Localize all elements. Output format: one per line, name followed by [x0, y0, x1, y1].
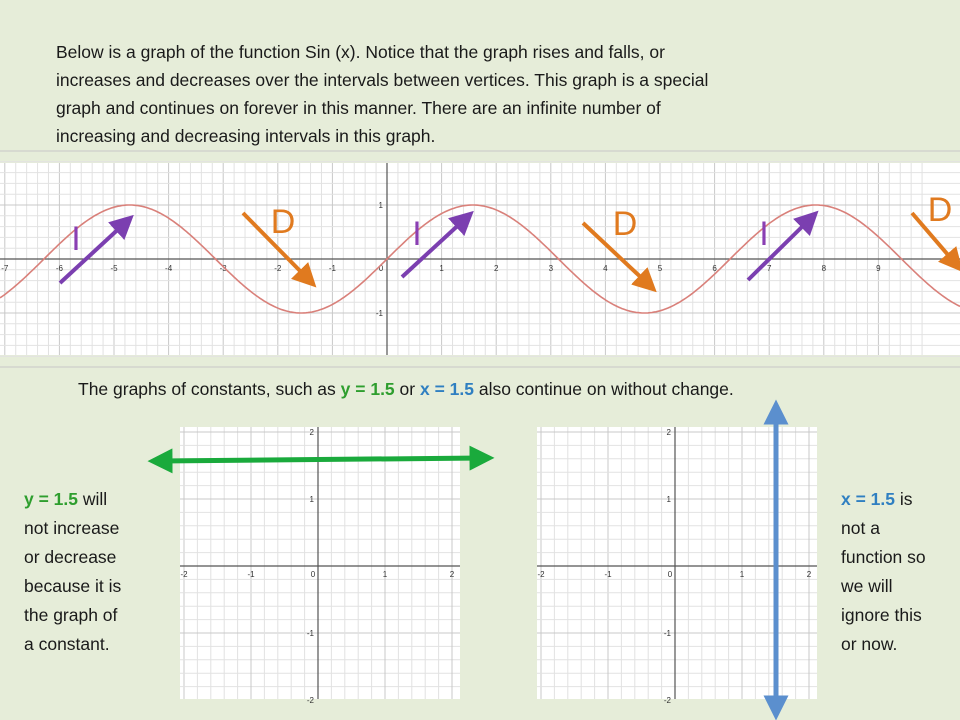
x-tick-label: 1 — [382, 570, 388, 579]
increasing-label: I — [759, 215, 769, 253]
intro-line: graph and continues on forever in this manner. There are an infinite number of — [56, 98, 661, 118]
x-tick-label: -5 — [110, 264, 118, 273]
x-tick-label: 8 — [821, 264, 827, 273]
x-tick-label: 2 — [449, 570, 455, 579]
graph-background — [537, 427, 817, 699]
left-note-line: or decrease — [24, 547, 117, 567]
x-equation: x = 1.5 — [419, 379, 474, 399]
y-tick-label: 1 — [666, 495, 671, 504]
left-note-equation: y = 1.5 — [24, 489, 79, 509]
intro-paragraph — [56, 38, 916, 150]
left-note-line: a constant. — [24, 634, 110, 654]
decreasing-label: D — [612, 205, 638, 243]
constant-x-graph — [537, 427, 817, 705]
y-equation: y = 1.5 — [340, 379, 395, 399]
x-tick-label: 2 — [493, 264, 499, 273]
x-tick-label: 0 — [310, 570, 316, 579]
x-tick-label: 0 — [378, 264, 384, 273]
right-note-line: or now. — [841, 634, 898, 654]
right-note-line: we will — [841, 576, 893, 596]
x-tick-label: -1 — [247, 570, 255, 579]
graph-background — [180, 427, 460, 699]
intro-line: increases and decreases over the intervals between vertices. This graph is a special — [56, 70, 709, 90]
left-note-line: not increase — [24, 518, 120, 538]
x-tick-label: -1 — [604, 570, 612, 579]
right-note-first: is — [895, 489, 913, 509]
x-tick-label: 7 — [766, 264, 772, 273]
x-tick-label: 5 — [657, 264, 663, 273]
y-tick-label: -1 — [375, 309, 383, 318]
x-tick-label: 9 — [876, 264, 881, 273]
x-tick-label: -6 — [55, 264, 63, 273]
left-note-line: because it is — [24, 576, 122, 596]
right-note-line: ignore this — [841, 605, 922, 625]
x-tick-label: 3 — [548, 264, 554, 273]
increasing-label: I — [71, 220, 81, 258]
x-tick-label: -1 — [328, 264, 336, 273]
y-tick-label: -2 — [306, 696, 314, 705]
x-tick-label: 1 — [439, 264, 444, 273]
constant-y-graph — [180, 427, 460, 705]
x-tick-label: -2 — [537, 570, 545, 579]
y-tick-label: -1 — [663, 629, 671, 638]
x-tick-label: 6 — [712, 264, 717, 273]
x-tick-label: 2 — [806, 570, 812, 579]
intro-line: increasing and decreasing intervals in this graph. — [56, 126, 436, 146]
x-tick-label: 0 — [667, 570, 673, 579]
decreasing-label: D — [927, 191, 953, 229]
x-tick-label: 1 — [739, 570, 745, 579]
y-tick-label: 2 — [309, 428, 314, 437]
x-tick-label: -2 — [274, 264, 282, 273]
y-tick-label: 1 — [309, 495, 314, 504]
left-note-line: the graph of — [24, 605, 118, 625]
y-tick-label: -1 — [306, 629, 314, 638]
left-note-first: will — [78, 489, 108, 509]
x-tick-label: -4 — [165, 264, 173, 273]
x-tick-label: -2 — [180, 570, 188, 579]
increasing-label: I — [412, 215, 422, 253]
y-tick-label: 2 — [666, 428, 671, 437]
constants-suffix: also continue on without change. — [473, 379, 734, 399]
sine-graph — [0, 163, 960, 355]
constants-prefix: The graphs of constants, such as — [78, 379, 341, 399]
right-note-equation: x = 1.5 — [841, 489, 896, 509]
right-note — [841, 485, 926, 659]
x-tick-label: -7 — [1, 264, 9, 273]
constants-middle: or — [394, 379, 420, 399]
intro-line: Below is a graph of the function Sin (x). Notice that the graph rises and falls, or — [56, 42, 665, 62]
y-tick-label: 1 — [378, 201, 383, 210]
x-tick-label: 4 — [603, 264, 608, 273]
right-note-line: function so — [841, 547, 926, 567]
constants-sentence — [78, 379, 734, 400]
x-tick-label: -3 — [219, 264, 227, 273]
right-note-line: not a — [841, 518, 880, 538]
y-tick-label: -2 — [663, 696, 671, 705]
decreasing-label: D — [270, 203, 296, 241]
left-note — [24, 485, 121, 659]
